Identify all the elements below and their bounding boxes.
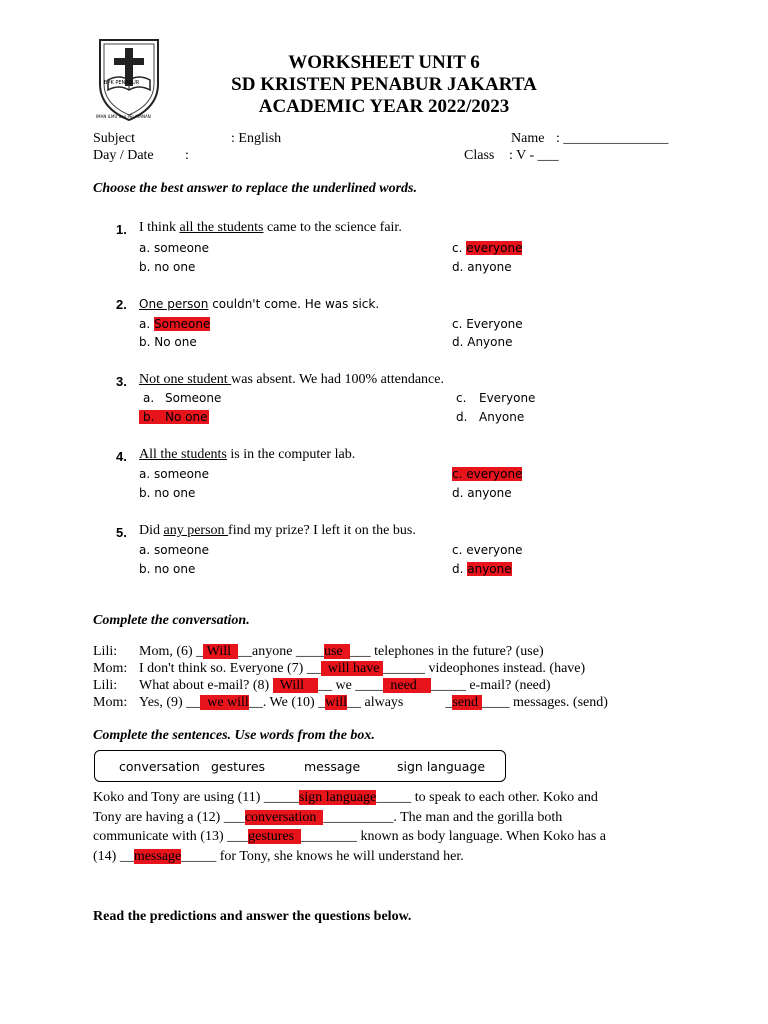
name-field[interactable]: : _______________	[556, 131, 669, 146]
question-text: I think all the students came to the science fair.	[139, 220, 402, 235]
option-b[interactable]: b. no one	[139, 260, 196, 274]
class-label: Class	[464, 148, 495, 163]
option-a[interactable]: Someone	[165, 391, 222, 405]
answer-8[interactable]: Will	[279, 678, 305, 693]
word-box	[94, 750, 506, 782]
answer-8-need[interactable]: need	[390, 678, 417, 693]
answer-12[interactable]: conversation	[245, 810, 324, 825]
answer-11[interactable]: sign language	[298, 790, 377, 805]
option-a[interactable]: a. someone	[139, 467, 209, 481]
box-word: gestures	[211, 759, 266, 774]
option-b-selected[interactable]: b. No one	[139, 410, 209, 424]
conversation-line-7: I don't think so. Everyone (7) __ will have ______ videophones instead. (have)	[139, 661, 586, 676]
paragraph-line-4: (14) __message_____ for Tony, she knows he will understand her.	[93, 849, 464, 864]
option-b[interactable]: b. No one	[139, 335, 197, 349]
section3-instruction: Complete the sentences. Use words from the box.	[93, 728, 375, 743]
section4-instruction: Read the predictions and answer the questions below.	[93, 909, 412, 924]
subject-label: Subject	[93, 131, 135, 146]
question-text: Not one student was absent. We had 100% attendance.	[139, 372, 444, 387]
answer-14[interactable]: message	[133, 849, 182, 864]
answer-10[interactable]: will	[325, 695, 347, 710]
option-a-letter: a.	[143, 391, 155, 405]
day-value: :	[185, 148, 189, 163]
option-a[interactable]: a. someone	[139, 241, 209, 255]
question-text: All the students is in the computer lab.	[139, 447, 356, 462]
name-label: Name	[511, 131, 545, 146]
question-number: 3.	[116, 374, 127, 389]
answer-13[interactable]: gestures	[248, 829, 301, 844]
option-c-selected[interactable]: c. everyone	[452, 241, 523, 255]
speaker-label: Mom:	[93, 661, 128, 676]
answer-10-send[interactable]: send	[452, 695, 479, 710]
answer-7[interactable]: will have	[327, 661, 380, 676]
logo-text-bottom: IMAN ILMU dan PELAYANAN	[96, 114, 151, 119]
box-word: sign language	[397, 759, 486, 774]
question-number: 4.	[116, 449, 127, 464]
section1-instruction: Choose the best answer to replace the underlined words.	[93, 181, 417, 196]
conversation-line-9: Yes, (9) __ we will__. We (10) _will__ always _send ____ messages. (send)	[139, 695, 608, 710]
option-c[interactable]: Everyone	[479, 391, 536, 405]
answer-9[interactable]: we will	[207, 695, 249, 710]
option-a-selected[interactable]: a. Someone	[139, 317, 211, 331]
speaker-label: Lili:	[93, 644, 118, 659]
option-d-letter: d.	[456, 410, 468, 424]
question-number: 5.	[116, 525, 127, 540]
answer-6-use[interactable]: use	[323, 644, 343, 659]
option-b[interactable]: b. no one	[139, 562, 196, 576]
conversation-line-6: Mom, (6) _ Will __anyone ____use ___ telephones in the future? (use)	[139, 644, 544, 659]
logo-text-top: BPK PENABUR	[104, 80, 140, 86]
paragraph-line-3: communicate with (13) ___gestures ________ known as body language. When Koko has a	[93, 829, 606, 844]
option-d-selected[interactable]: d. anyone	[452, 562, 512, 576]
title-line-3: ACADEMIC YEAR 2022/2023	[258, 96, 510, 117]
option-a[interactable]: a. someone	[139, 543, 209, 557]
box-word: message	[304, 759, 361, 774]
day-label: Day / Date	[93, 148, 154, 163]
paragraph-line-2: Tony are having a (12) ___conversation __________. The man and the gorilla both	[93, 810, 563, 825]
option-b[interactable]: b. no one	[139, 486, 196, 500]
question-number: 2.	[116, 297, 127, 312]
subject-value: : English	[231, 131, 282, 146]
paragraph-line-1: Koko and Tony are using (11) _____sign language_____ to speak to each other. Koko and	[93, 790, 598, 805]
option-c-letter: c.	[456, 391, 467, 405]
option-c-selected[interactable]: c. everyone	[452, 467, 523, 481]
option-d[interactable]: Anyone	[479, 410, 525, 424]
box-word: conversation	[119, 759, 200, 774]
question-text: One person couldn't come. He was sick.	[139, 297, 380, 311]
speaker-label: Lili:	[93, 678, 118, 693]
question-text: Did any person find my prize? I left it on the bus.	[139, 523, 416, 538]
answer-6[interactable]: Will	[206, 644, 231, 659]
option-d[interactable]: d. anyone	[452, 260, 512, 274]
speaker-label: Mom:	[93, 695, 128, 710]
title-line-1: WORKSHEET UNIT 6	[288, 52, 480, 73]
option-d[interactable]: d. anyone	[452, 486, 512, 500]
class-field[interactable]: : V - ___	[509, 148, 559, 163]
section2-instruction: Complete the conversation.	[93, 613, 250, 628]
option-c[interactable]: c. everyone	[452, 543, 523, 557]
conversation-line-8: What about e-mail? (8) Will __ we ____ need _____ e-mail? (need)	[139, 678, 551, 693]
option-c[interactable]: c. Everyone	[452, 317, 523, 331]
title-line-2: SD KRISTEN PENABUR JAKARTA	[231, 74, 537, 95]
question-number: 1.	[116, 222, 127, 237]
option-d[interactable]: d. Anyone	[452, 335, 513, 349]
